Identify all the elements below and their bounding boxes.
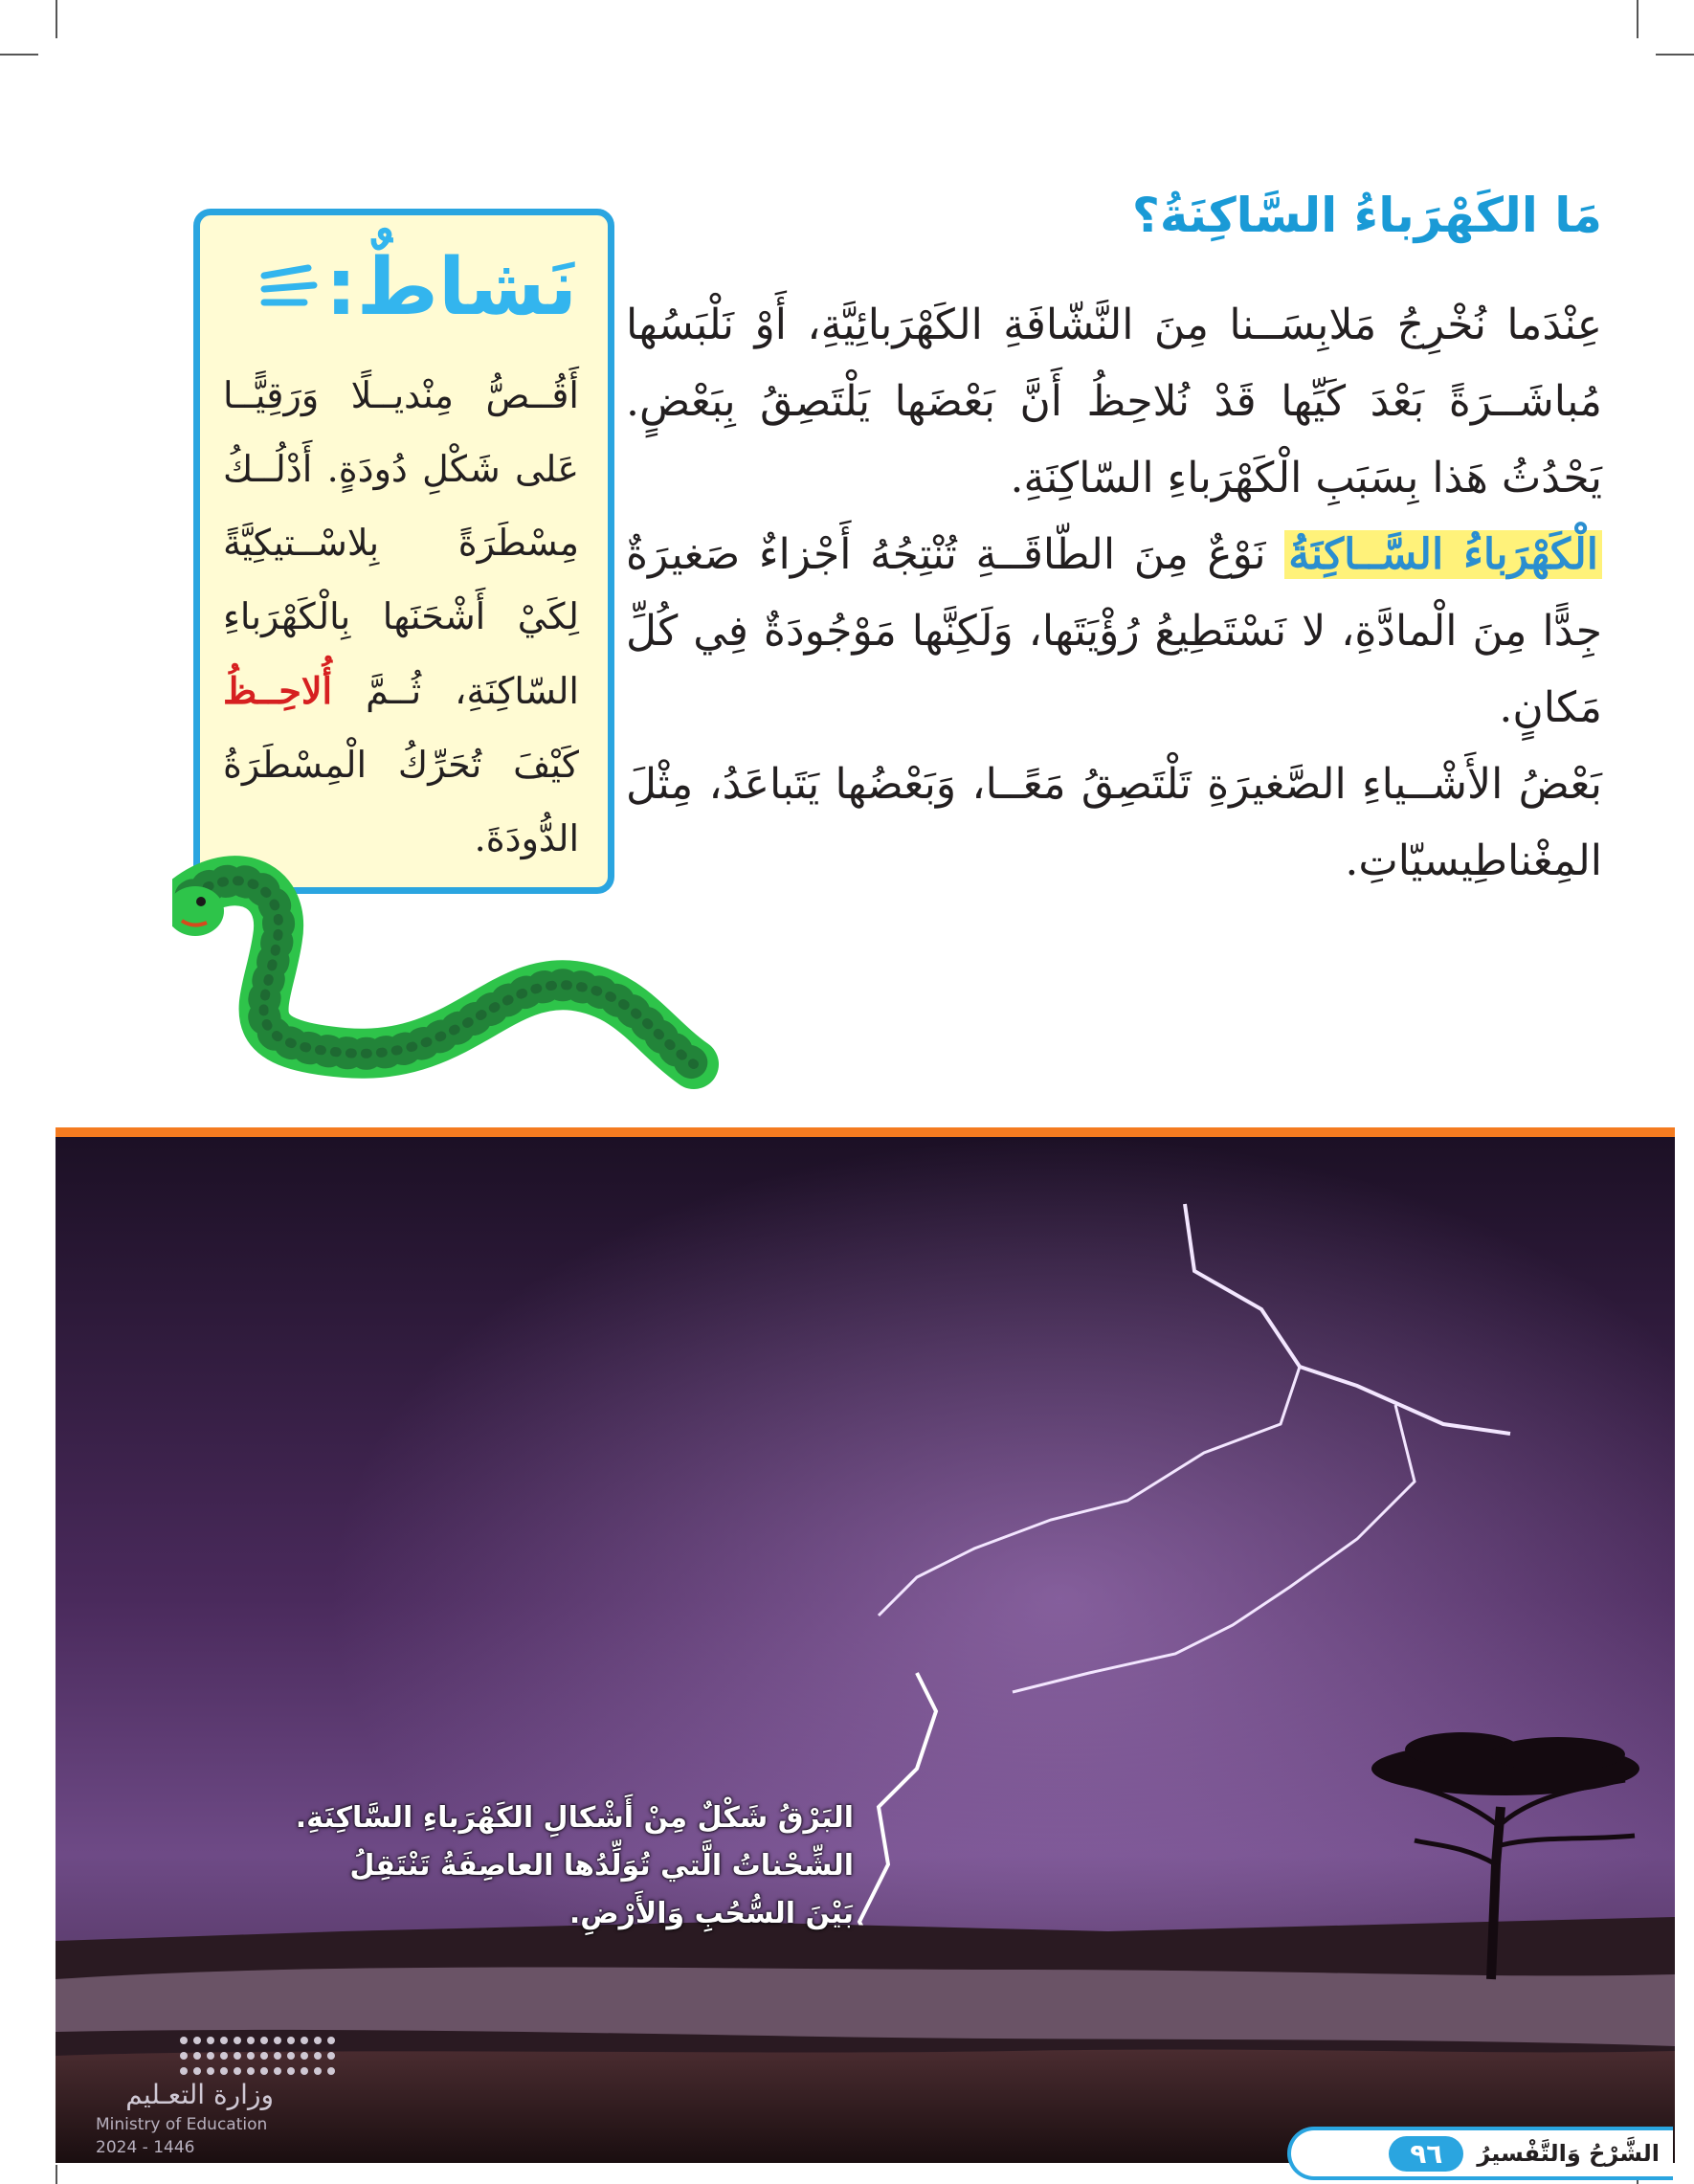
lightning-photo — [56, 1137, 1675, 2163]
ministry-name-arabic: وزارة التعـليم — [125, 2079, 274, 2110]
crop-mark — [0, 54, 38, 56]
activity-box — [193, 209, 614, 894]
footer-label: الشَّرْحُ وَالتَّفْسيرُ — [1477, 2140, 1660, 2167]
page-number: ٩٦ — [1389, 2136, 1463, 2172]
paragraph-1: عِنْدَما نُخْرِجُ مَلابِسَــنا مِنَ النَّشّافَةِ الكَهْرَبائِيَّةِ، أَوْ نَلْبَسُها مُباشَــرَةً بَعْدَ كَيِّها قَدْ نُلاحِظُ أَنَّ بَعْضَها يَلْتَصِقُ بِبَعْضٍ. يَحْدُثُ هَذا بِسَبَبِ الْكَهْرَباءِ السّاكِنَةِ. — [626, 301, 1602, 502]
ministry-logo-icon — [174, 2031, 346, 2081]
term-highlight: الْكَهْرَباءُ السَّــاكِنَةُ — [1284, 530, 1602, 579]
lightning-scene — [56, 1137, 1675, 2163]
page-footer — [1287, 2127, 1673, 2180]
section-title: مَا الكَهْرَباءُ السَّاكِنَةُ؟ — [1131, 188, 1602, 243]
crop-mark — [56, 0, 57, 38]
ministry-year: 2024 - 1446 — [96, 2138, 195, 2157]
activity-observe: أُلاحِــظُ — [223, 669, 333, 712]
caption-line-2: الشِّحْناتُ الَّتي تُوَلِّدُها العاصِفَةُ تَنْتَقِلُ — [349, 1849, 854, 1883]
worm-illustration — [172, 842, 766, 1091]
paragraph-2-text: نَوْعٌ مِنَ الطّاقَــةِ تُنْتِجُهُ أَجْزاءٌ صَغيرَةٌ جِدًّا مِنَ الْمادَّةِ، لا نَسْتَطِيعُ رُؤْيَتَها، وَلَكِنَّها مَوْجُودَةٌ فِي كُلِّ مَكانٍ. — [626, 530, 1602, 732]
wind-lines-icon — [260, 264, 318, 312]
activity-header — [231, 240, 577, 336]
activity-text-part2: كَيْفَ تُحَرِّكُ الْمِسْطَرَةُ الدُّودَةَ. — [223, 744, 579, 859]
paragraph-3: بَعْضُ الأَشْــياءِ الصَّغيرَةِ تَلْتَصِقُ مَعًــا، وَبَعْضُها يَتَباعَدُ، مِثْلَ المِغْناطِيسيّاتِ. — [626, 760, 1602, 885]
divider-bar — [56, 1127, 1675, 1137]
paragraph-2 — [626, 517, 1602, 747]
caption-line-3: بَيْنَ السُّحُبِ وَالأَرْضِ. — [568, 1897, 854, 1930]
activity-text — [223, 359, 579, 876]
body-text — [626, 287, 1602, 900]
ministry-name-english: Ministry of Education — [96, 2115, 268, 2134]
activity-title: نَشاطٌ: — [325, 242, 577, 333]
photo-caption — [289, 1794, 854, 1938]
activity-text-part1: أَقُــصُّ مِنْديــلًا وَرَقِيًّــا عَلى شَكْلِ دُودَةٍ. أَدْلُــكُ مِسْطَرَةً بِلاسْــتيكِيَّةً لِكَيْ أَشْحَنَها بِالْكَهْرَباءِ السّاكِنَةِ، ثُــمَّ — [223, 374, 579, 712]
crop-mark — [1637, 0, 1638, 38]
caption-line-1: البَرْقُ شَكْلٌ مِنْ أَشْكالِ الكَهْرَباءِ السَّاكِنَةِ. — [295, 1801, 854, 1835]
crop-mark — [56, 2165, 57, 2184]
crop-mark — [1656, 54, 1694, 56]
